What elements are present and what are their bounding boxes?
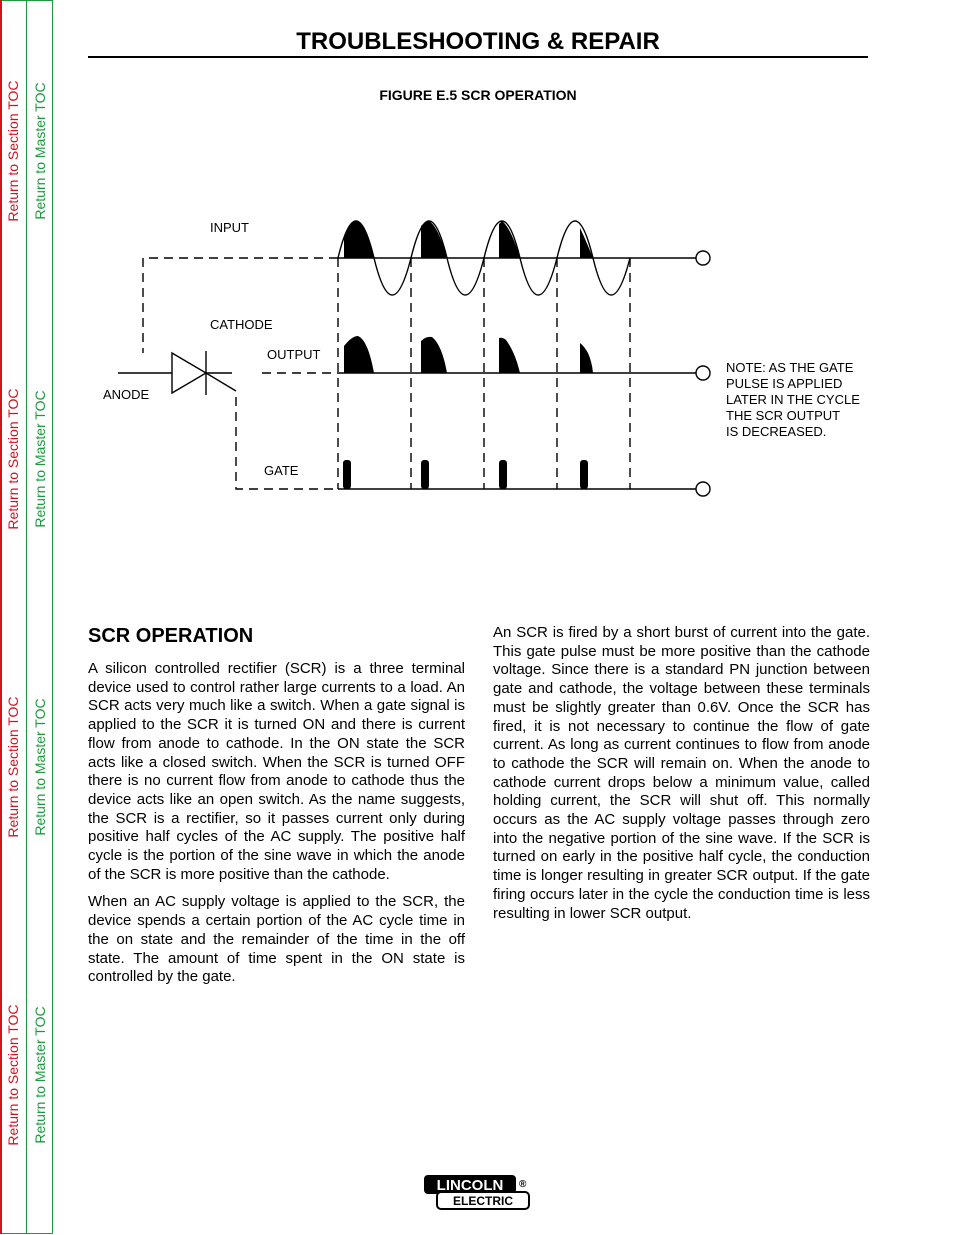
scr-operation-diagram — [0, 0, 954, 560]
note-line: THE SCR OUTPUT — [726, 408, 841, 423]
left-column — [88, 660, 465, 996]
gate-label: GATE — [264, 463, 299, 478]
return-to-master-toc-link[interactable]: Return to Master TOC — [32, 1006, 48, 1144]
return-to-master-toc-link[interactable]: Return to Master TOC — [32, 698, 48, 836]
figure-caption: FIGURE E.5 SCR OPERATION — [379, 87, 577, 103]
output-label: OUTPUT — [267, 347, 321, 362]
gate-pulses — [343, 460, 588, 489]
paragraph: A silicon controlled rectifier (SCR) is a three terminal device used to control rather large currents to a load. An SCR acts very much like a switch. When a gate signal is applied to the SCR it is turned ON and there is current flow from anode to cathode. In the ON state the SCR acts like a closed switch. When the SCR is turned OFF there is no current flow from anode to cathode thus the device acts like an open switch. As the name suggests, the SCR is a rectifier, so it passes current only during positive half cycles of the AC supply. The positive half cycle is the portion of the sine wave in which the anode of the SCR is more positive than the cathode. — [88, 660, 465, 883]
note-line: NOTE: AS THE GATE — [726, 360, 854, 375]
logo-text-bottom: ELECTRIC — [453, 1194, 513, 1208]
return-to-section-toc-link[interactable]: Return to Section TOC — [5, 696, 21, 838]
note-line: IS DECREASED. — [726, 424, 827, 439]
right-column — [493, 624, 870, 932]
return-to-master-toc-link[interactable]: Return to Master TOC — [32, 82, 48, 220]
gate-terminal — [696, 482, 710, 496]
paragraph: An SCR is fired by a short burst of current into the gate. This gate pulse must be more positive than the cathode voltage. Since there is a standard PN junction between gate and cathode, the voltage between these terminals must be slightly greater than 0.6V. Once the SCR has fired, it is not necessary to continue the flow of gate current. As long as current continues to flow from anode to cathode the SCR will remain on. When the anode to cathode current drops below a minimum value, called holding current, the SCR will shut off. This normally occurs as the AC supply voltage passes through zero into the negative portion of the sine wave. If the SCR is turned on early in the positive half cycle, the conduction time is longer resulting in greater SCR output. If the gate firing occurs later in the cycle the conduction time is less resulting in lower SCR output. — [493, 624, 870, 922]
note-line: LATER IN THE CYCLE — [726, 392, 860, 407]
cathode-label: CATHODE — [210, 317, 273, 332]
output-terminal — [696, 366, 710, 380]
anode-label: ANODE — [103, 387, 150, 402]
input-conduction-fills — [344, 221, 593, 258]
note-line: PULSE IS APPLIED — [726, 376, 843, 391]
lincoln-electric-logo — [423, 1174, 531, 1212]
input-label: INPUT — [210, 220, 249, 235]
gate-lead — [206, 373, 236, 391]
section-heading: SCR OPERATION — [88, 625, 254, 647]
input-terminal — [696, 251, 710, 265]
return-to-master-toc-link[interactable]: Return to Master TOC — [32, 390, 48, 528]
input-dashed-wire — [143, 258, 338, 353]
return-to-section-toc-link[interactable]: Return to Section TOC — [5, 388, 21, 530]
paragraph: When an AC supply voltage is applied to the SCR, the device spends a certain portion of the AC cycle time in the on state and the remainder of the time in the off state. The amount of time spent in the ON state is controlled by the gate. — [88, 893, 465, 986]
page-title: TROUBLESHOOTING & REPAIR — [296, 28, 660, 55]
return-to-section-toc-link[interactable]: Return to Section TOC — [5, 80, 21, 222]
return-to-section-toc-link[interactable]: Return to Section TOC — [5, 1004, 21, 1146]
registered-mark: ® — [519, 1179, 527, 1190]
diode-triangle — [172, 353, 206, 393]
logo-text-top: LINCOLN — [436, 1177, 504, 1194]
output-pulses — [344, 336, 593, 373]
